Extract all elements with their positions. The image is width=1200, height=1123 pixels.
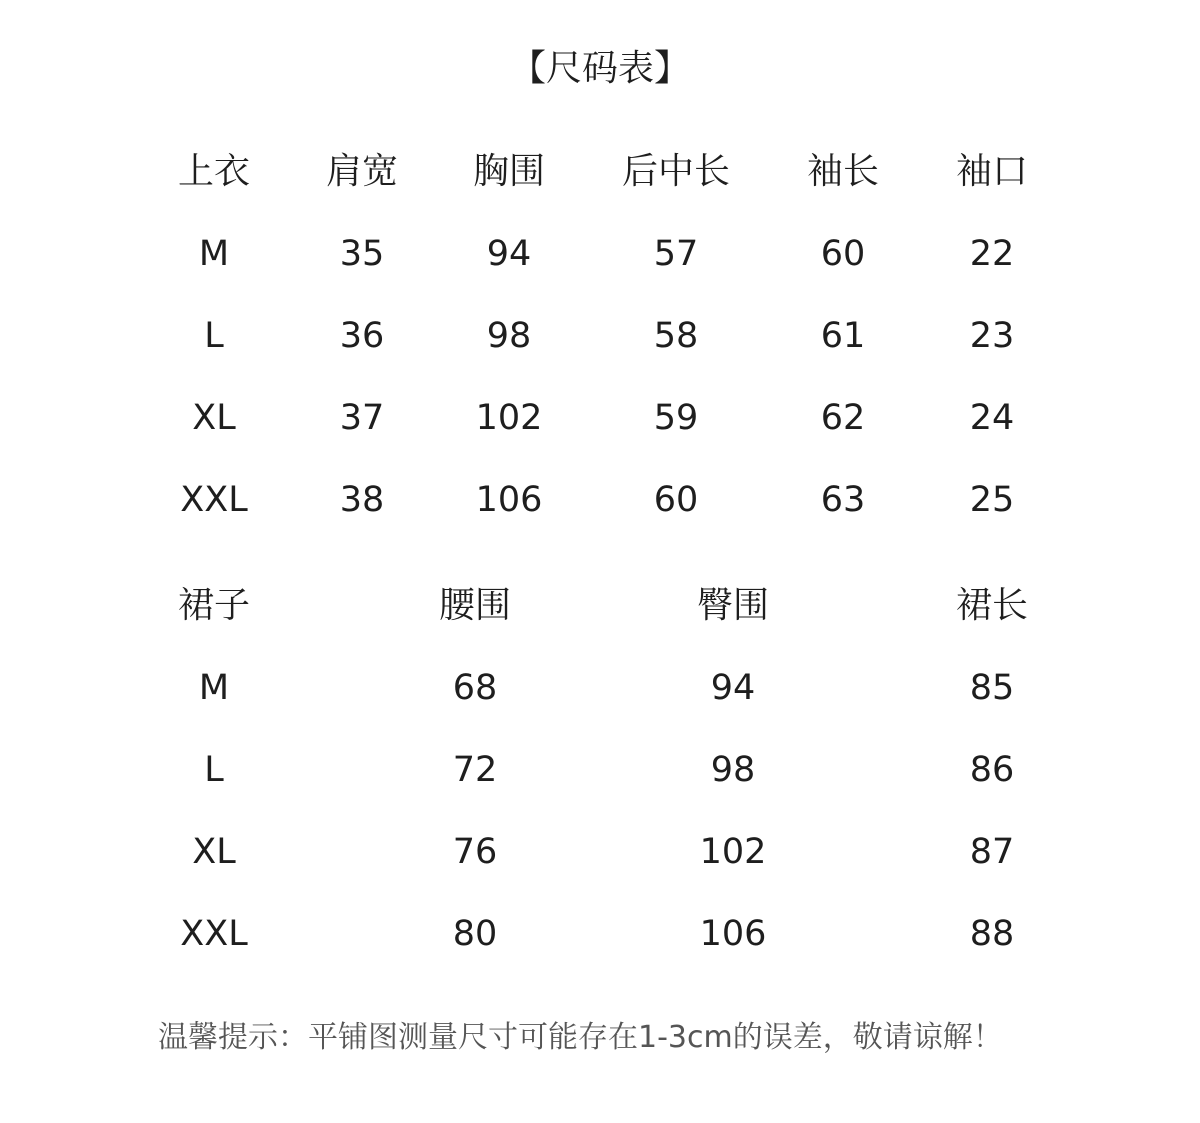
table-cell: 59	[653, 398, 699, 438]
size-cell: M	[198, 234, 230, 274]
table-cell: 76	[452, 832, 498, 872]
table-header-row	[0, 579, 1200, 661]
table-row	[0, 227, 1200, 309]
table-cell: 38	[339, 480, 385, 520]
table-cell: 98	[710, 750, 756, 790]
header-cell: 臀围	[696, 585, 769, 626]
table-cell: 57	[653, 234, 699, 274]
table-cell: 85	[969, 668, 1015, 708]
measurement-note: 温馨提示：平铺图测量尺寸可能存在1-3cm的误差，敬请谅解！	[158, 1020, 1003, 1055]
header-cell: 后中长	[621, 151, 730, 192]
size-cell: L	[204, 750, 224, 790]
table-cell: 72	[452, 750, 498, 790]
table-row	[0, 743, 1200, 825]
header-cell: 肩宽	[325, 151, 398, 192]
size-cell: XL	[192, 398, 236, 438]
table-row	[0, 661, 1200, 743]
table-cell: 25	[969, 480, 1015, 520]
table-row	[0, 825, 1200, 907]
table-row	[0, 907, 1200, 989]
table-cell: 63	[820, 480, 866, 520]
table-cell: 62	[820, 398, 866, 438]
table-cell: 102	[699, 832, 767, 872]
header-cell: 袖口	[955, 151, 1028, 192]
table-cell: 36	[339, 316, 385, 356]
table-cell: 102	[475, 398, 543, 438]
header-cell: 胸围	[472, 151, 545, 192]
table-cell: 86	[969, 750, 1015, 790]
size-cell: XXL	[180, 914, 248, 954]
header-cell: 袖长	[806, 151, 879, 192]
table-cell: 80	[452, 914, 498, 954]
page-title: 【尺码表】	[509, 48, 690, 89]
table-cell: 106	[699, 914, 767, 954]
table-cell: 60	[653, 480, 699, 520]
table-cell: 22	[969, 234, 1015, 274]
table-cell: 94	[486, 234, 532, 274]
table-row	[0, 309, 1200, 391]
size-cell: M	[198, 668, 230, 708]
table-cell: 58	[653, 316, 699, 356]
table-cell: 23	[969, 316, 1015, 356]
table-cell: 106	[475, 480, 543, 520]
table-cell: 98	[486, 316, 532, 356]
header-cell: 裙子	[177, 585, 250, 626]
table-cell: 60	[820, 234, 866, 274]
table-cell: 37	[339, 398, 385, 438]
table-cell: 35	[339, 234, 385, 274]
table-row	[0, 391, 1200, 473]
header-cell: 腰围	[438, 585, 511, 626]
header-cell: 裙长	[955, 585, 1028, 626]
table-cell: 94	[710, 668, 756, 708]
size-cell: XL	[192, 832, 236, 872]
table-header-row	[0, 145, 1200, 227]
size-cell: XXL	[180, 480, 248, 520]
table-row	[0, 473, 1200, 555]
table-cell: 24	[969, 398, 1015, 438]
table-cell: 87	[969, 832, 1015, 872]
table-cell: 68	[452, 668, 498, 708]
table-cell: 88	[969, 914, 1015, 954]
table-cell: 61	[820, 316, 866, 356]
header-cell: 上衣	[177, 151, 250, 192]
size-cell: L	[204, 316, 224, 356]
